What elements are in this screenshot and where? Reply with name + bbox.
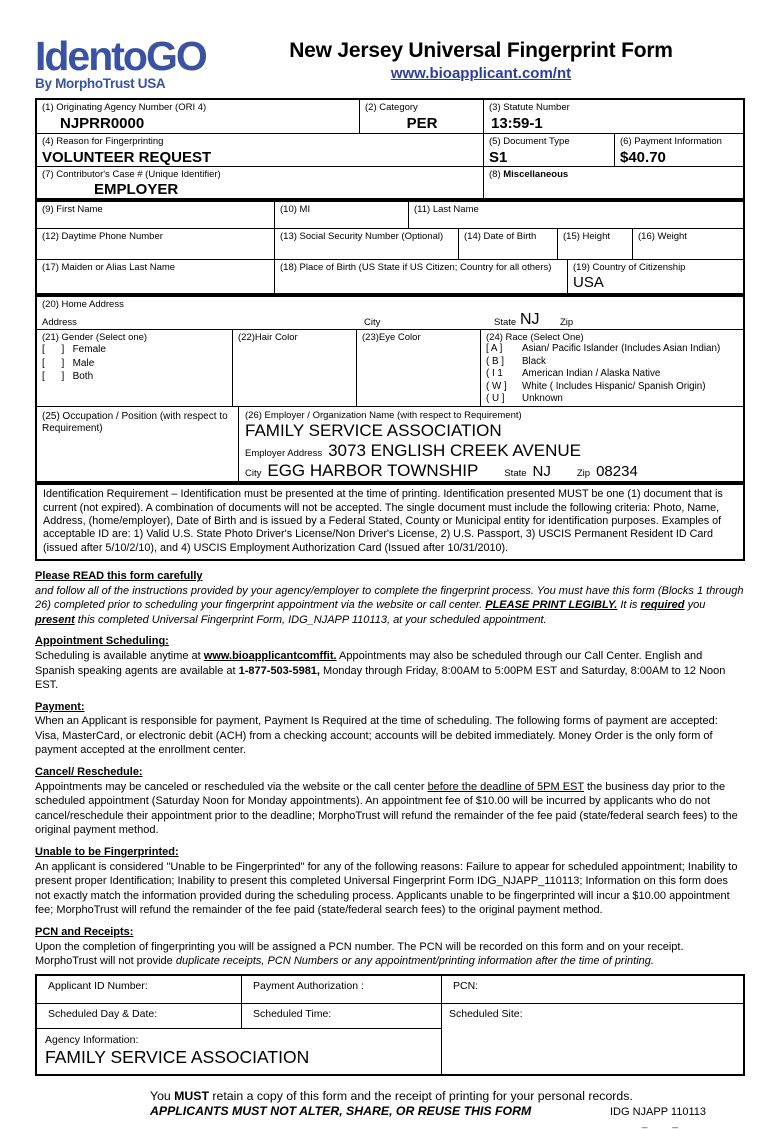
weight-field[interactable]: [632, 229, 743, 259]
category-value: PER: [406, 114, 438, 132]
employer-zip-value: 08234: [596, 463, 638, 481]
form-footer: [150, 1089, 706, 1128]
table-row: [37, 133, 743, 166]
warning-text: APPLICANTS MUST NOT ALTER, SHARE, OR REUSE THIS FORM: [150, 1103, 532, 1118]
field-doc-type: [483, 134, 614, 166]
personal-info-table: [35, 200, 745, 295]
title-block: [253, 36, 745, 83]
pcn-field[interactable]: [441, 976, 743, 1003]
paragraph-text: It is: [617, 599, 641, 612]
height-field[interactable]: [557, 229, 632, 259]
birth-place-field[interactable]: [274, 260, 567, 293]
field-label: (5) Document Type: [489, 136, 570, 147]
paragraph-text: the business day prior to the scheduled appointment (Saturday Noon for Monday appointments). An appointment fee of $10.00 will be incurred by applicants who do not cancel/reschedule their appointment prior to the deadline; MorphoTrust will refund the remainder of the fee paid (state/federal search fees) to the original payment method.: [35, 780, 738, 837]
gender-field: [37, 330, 232, 406]
ori-value: NJPRR0000: [60, 114, 145, 132]
field-label: (22)Hair Color: [238, 331, 298, 343]
agency-information-field: [37, 1028, 441, 1074]
field-label: (20) Home Address: [42, 299, 124, 310]
checkbox-brackets[interactable]: [ ]: [42, 344, 65, 355]
state-value: NJ: [520, 310, 540, 328]
table-row: [37, 976, 743, 1003]
table-row: [37, 166, 743, 199]
field-label: (21) Gender (Select one): [42, 331, 148, 343]
city-label: City: [364, 316, 381, 328]
agency-value: FAMILY SERVICE ASSOCIATION: [45, 1046, 310, 1067]
phone-number: 1-877-503-5981,: [238, 664, 320, 677]
field-label: (3) Statute Number: [489, 102, 570, 113]
footer-text-bold: MUST: [174, 1088, 210, 1103]
checkbox-brackets[interactable]: ( I 1: [486, 368, 503, 380]
first-name-field[interactable]: [37, 202, 274, 228]
occupation-field[interactable]: [37, 407, 238, 482]
field-category: [359, 100, 483, 133]
field-label: (19) Country of Citizenship: [573, 262, 686, 273]
zip-label: Zip: [560, 316, 574, 328]
emphasized-text: required: [640, 599, 685, 612]
checkbox-brackets[interactable]: ( W ]: [486, 380, 507, 392]
instruction-paragraph: When an Applicant is responsible for payment, Payment Is Required at the time of scheduling. The following forms of payment are accepted: Visa, MasterCard, or electronic debit (ACH) from a checking account; accounts will be debited immediately. Money Order is the only form of payment accepted at the enrollment center.: [35, 715, 718, 757]
checkbox-brackets[interactable]: ( U ]: [486, 393, 505, 405]
checkbox-brackets[interactable]: [ ]: [42, 357, 65, 369]
paragraph-text: and follow all of the instructions provided by your agency/employer to complete the fingerprint process. You must have this form (Blocks 1 through 26) completed prior to scheduling your fingerprint appointment via the website or call center.: [35, 584, 744, 612]
field-label: (4) Reason for Fingerprinting: [42, 136, 164, 147]
field-case-number: [37, 167, 483, 199]
address-demographics-table: [35, 295, 745, 483]
scheduling-link[interactable]: www.bioapplicantcomffit.: [203, 649, 337, 662]
option-label: Both: [72, 371, 94, 382]
agency-info-table: [35, 98, 745, 200]
maiden-name-field[interactable]: [37, 260, 274, 293]
hair-color-field[interactable]: [232, 330, 356, 406]
field-label: (9) First Name: [42, 204, 103, 215]
field-label: (7) Contributor's Case # (Unique Identifier): [42, 168, 221, 180]
logo-subtitle: By MorphoTrust USA: [35, 76, 166, 91]
field-label: (12) Daytime Phone Number: [42, 231, 163, 242]
home-address-row: [37, 297, 743, 329]
race-option-black[interactable]: [486, 356, 739, 369]
table-row: [37, 259, 743, 293]
field-label: (24) Race (Select One): [486, 331, 584, 343]
field-label: (15) Height: [563, 231, 610, 242]
footer-text: retain a copy of this form and the receipt of printing for your personal records.: [209, 1088, 633, 1103]
field-label: Applicant ID Number:: [48, 979, 148, 992]
eye-color-field[interactable]: [356, 330, 480, 406]
field-label: PCN:: [453, 979, 479, 992]
paragraph-text: this completed Universal Fingerprint Form, IDG_NJAPP 110113, at your scheduled appointment.: [74, 613, 547, 626]
home-address-field[interactable]: [37, 297, 743, 329]
ssn-field[interactable]: [274, 229, 458, 259]
instruction-paragraph: [35, 649, 745, 693]
form-header: [35, 33, 745, 91]
payment-value: $40.70: [620, 148, 666, 166]
field-statute: [483, 100, 743, 133]
field-label: Scheduled Time:: [253, 1007, 332, 1020]
payment-authorization-field[interactable]: [241, 976, 441, 1003]
citizenship-field: [567, 260, 743, 293]
checkbox-brackets[interactable]: [ A ]: [486, 343, 503, 354]
option-label: Unknown: [522, 393, 563, 405]
instruction-heading: Payment:: [35, 700, 85, 713]
paragraph-text: you: [684, 599, 706, 612]
field-label: (18) Place of Birth (US State if US Citizen; Country for all others): [280, 262, 552, 273]
field-label: (16) Weight: [638, 231, 687, 242]
bioapplicant-link[interactable]: www.bioapplicant.com/nt: [390, 65, 572, 82]
employer-org-field: [238, 407, 743, 482]
field-label: (6) Payment Information: [620, 136, 722, 147]
table-row: [37, 228, 743, 259]
option-label: Male: [72, 357, 95, 369]
scheduled-site-field[interactable]: [441, 1004, 743, 1074]
field-label: (25) Occupation / Position (with respect to Requirement): [42, 410, 228, 434]
statute-value: 13:59-1: [491, 114, 543, 132]
identification-requirement-box: [35, 483, 745, 560]
field-label: (2) Category: [365, 102, 418, 113]
field-label: (11) Last Name: [414, 204, 479, 215]
applicant-id-field[interactable]: [37, 976, 241, 1003]
race-option-white[interactable]: [486, 381, 739, 394]
instruction-heading: Please READ this form carefully: [35, 569, 203, 582]
table-row: [37, 1003, 743, 1074]
employer-city-value: EGG HARBOR TOWNSHIP: [267, 461, 479, 481]
address-label: Address: [42, 316, 77, 328]
option-label: Female: [72, 344, 106, 355]
instruction-paragraph: [35, 940, 745, 969]
last-name-field[interactable]: [408, 202, 743, 228]
doc-type-value: S1: [489, 148, 508, 166]
field-label: (17) Maiden or Alias Last Name: [42, 262, 176, 273]
paragraph-text: Appointments may be canceled or rescheduled via the website or the call center: [35, 780, 428, 793]
field-label: Payment Authorization :: [253, 979, 364, 992]
do-not-alter-line: [150, 1104, 706, 1120]
identogo-logo: [35, 33, 253, 91]
page-title: New Jersey Universal Fingerprint Form: [289, 39, 673, 62]
emphasized-text: present: [35, 613, 75, 626]
checkbox-brackets[interactable]: [ ]: [42, 371, 65, 382]
field-label: (14) Date of Birth: [464, 231, 537, 242]
dob-field[interactable]: [458, 229, 557, 259]
footer-text: You: [150, 1088, 175, 1103]
field-label: (1) Originating Agency Number (ORI 4): [42, 102, 207, 113]
paragraph-text: Scheduling is available anytime at: [35, 649, 204, 662]
fingerprint-form-page: [35, 33, 745, 1129]
table-row: [37, 100, 743, 133]
field-label: (10) MI: [280, 204, 311, 215]
field-label: (26) Employer / Organization Name (with respect to Requirement): [245, 409, 522, 421]
employer-address-value: 3073 ENGLISH CREEK AVENUE: [328, 441, 581, 461]
instruction-paragraph: [35, 780, 745, 838]
field-miscellaneous: [483, 167, 743, 199]
demographics-row: [37, 329, 743, 406]
option-label: Black: [522, 355, 546, 367]
field-payment-info: [614, 134, 743, 166]
paragraph-text: duplicate receipts, PCN Numbers or any appointment/printing information after the time of printing.: [175, 955, 654, 968]
office-use-table: [35, 974, 745, 1076]
race-option-unknown[interactable]: [486, 393, 739, 406]
employer-state-value: NJ: [532, 463, 551, 481]
scheduled-time-field[interactable]: [241, 1004, 441, 1028]
reason-value: VOLUNTEER REQUEST: [42, 148, 212, 166]
document-code: IDG NJAPP 110113: [610, 1105, 706, 1118]
field-reason: [37, 134, 483, 166]
citizenship-value: USA: [573, 273, 604, 291]
identification-requirement-text: Identification Requirement – Identification must be presented at the time of printing. Identification presented MUST be one (1) document that is current (not expired). A combination of documents will not be accepted. The single document must include the following criteria: Photo, Name, Address, (home/employer), Date of Birth and is issued by a Federal Stated, County or Municipal entity for identification purposes. Examples of acceptable ID are: 1) Valid U.S. State Photo Driver's License/Non Driver's License, 2) U.S. Passport, 3) USCIS Permanent Resident ID Card (issued after 5/10/2/10), and 4) USCIS Employment Authorization Card (Issued after 10/31/2010).: [43, 488, 723, 554]
field-label: Scheduled Day & Date:: [48, 1007, 158, 1020]
employer-city-label: City: [245, 468, 262, 480]
field-label: (13) Social Security Number (Optional): [280, 231, 444, 242]
field-number: (8): [489, 168, 504, 180]
gender-option-male[interactable]: [42, 357, 228, 371]
org-name-value: FAMILY SERVICE ASSOCIATION: [245, 421, 502, 441]
gender-option-female[interactable]: [42, 343, 228, 357]
deadline-text: before the deadline of 5PM EST: [427, 780, 584, 793]
employer-zip-label: Zip: [576, 468, 591, 480]
field-label: Miscellaneous: [503, 168, 569, 180]
checkbox-brackets[interactable]: ( B ]: [486, 355, 504, 367]
race-option-asian[interactable]: [486, 343, 739, 356]
instruction-heading: Cancel/ Reschedule:: [35, 766, 143, 779]
option-label: White ( Includes Hispanic/ Spanish Origin): [522, 380, 706, 392]
field-label: Agency Information:: [45, 1033, 139, 1046]
race-option-native[interactable]: [486, 368, 739, 381]
state-label: State: [494, 316, 517, 328]
paragraph-text: Monday through Friday, 8:00AM to 5:00PM EST and Saturday, 8:00AM to 12 Noon EST.: [35, 664, 726, 692]
option-label: Asian/ Pacific Islander (Includes Asian Indian): [522, 343, 721, 354]
instruction-heading: PCN and Receipts:: [35, 926, 134, 939]
race-field: [480, 330, 743, 406]
field-label: (23)Eye Color: [362, 331, 421, 343]
instruction-heading: Appointment Scheduling:: [35, 635, 169, 648]
mi-field[interactable]: [274, 202, 408, 228]
field-label: Scheduled Site:: [449, 1007, 523, 1020]
case-value: EMPLOYER: [94, 181, 179, 198]
option-label: American Indian / Alaska Native: [522, 368, 661, 380]
instruction-paragraph: [35, 584, 745, 628]
gender-option-both[interactable]: [42, 370, 228, 384]
scheduled-day-field[interactable]: [37, 1004, 241, 1028]
employer-row: [37, 406, 743, 482]
employer-address-label: Employer Address: [245, 448, 323, 460]
paragraph-text: Appointments may also be scheduled through our Call Center. English and Spanish speaking agents are available at: [35, 649, 703, 677]
instruction-paragraph: An applicant is considered "Unable to be Fingerprinted" for any of the following reasons: Failure to appear for scheduled appointment; Inability to present proper Identification; Inability to present this completed Universal Fingerprint Form IDG_NJAPP_110113; Information on this form does not exactly match the information provided during the scheduling process. Applicants unable to be fingerprinted will incur a $10.00 appointment fee; MorphoTrust will refund the remainder of the fee paid (state/federal search fees) to the original payment method.: [35, 860, 738, 917]
retain-copy-line: [150, 1089, 706, 1104]
phone-field[interactable]: [37, 229, 274, 259]
instruction-heading: Unable to be Fingerprinted:: [35, 846, 179, 859]
logo-wordmark: IdentoGO: [35, 33, 206, 79]
paragraph-text: Upon the completion of fingerprinting you will be assigned a PCN number. The PCN will be recorded on this form and on your receipt. MorphoTrust will not provide: [35, 940, 684, 968]
employer-state-label: State: [504, 468, 527, 480]
document-code-underscores: _ _: [641, 1117, 678, 1129]
emphasized-text: PLEASE PRINT LEGIBLY.: [485, 599, 618, 612]
table-row: [37, 202, 743, 228]
instructions-section: [35, 569, 745, 969]
field-ori: [37, 100, 359, 133]
